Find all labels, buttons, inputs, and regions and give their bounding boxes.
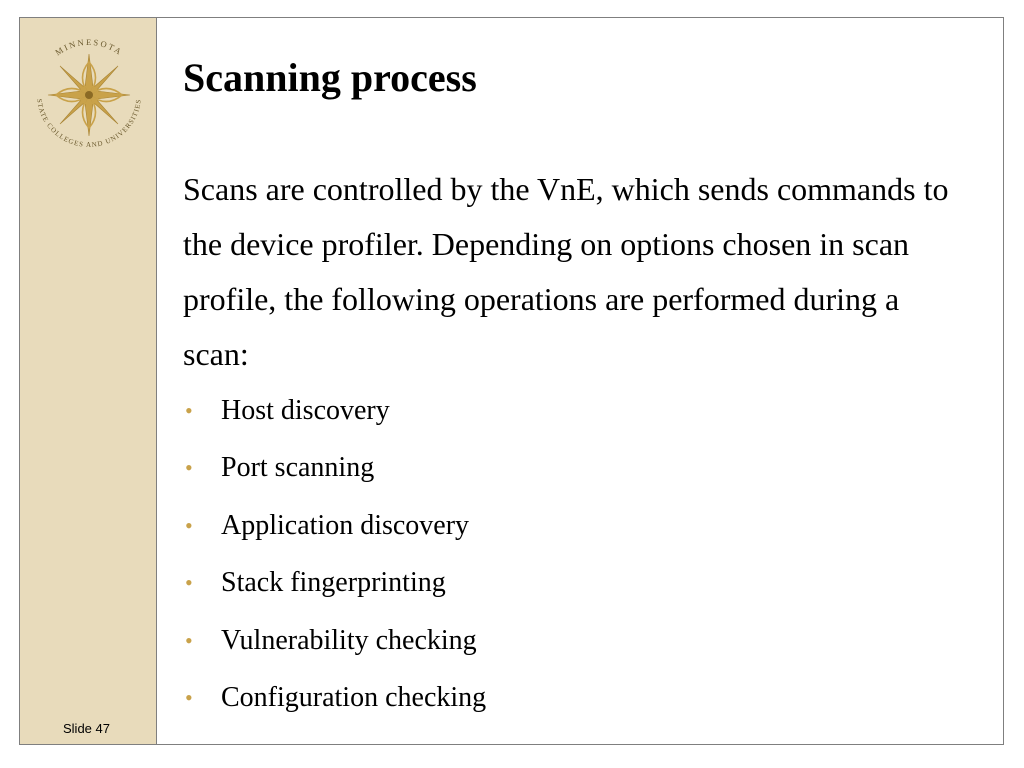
bullet-dot-icon: • [185,455,193,481]
intro-paragraph: Scans are controlled by the VnE, which sends commands to the device profiler. Depending on options chosen in scan profile, the following operations are performed during a scan: [183,171,949,372]
bullet-dot-icon: • [185,398,193,423]
svg-text:MINNESOTA: MINNESOTA [53,36,125,58]
bullet-text: Vulnerability checking [221,624,477,656]
bullet-item [183,669,486,726]
slide-number: Slide 47 [63,721,110,736]
bullet-text: Port scanning [221,452,375,484]
sidebar [20,18,157,744]
slide-title: Scanning process [183,55,477,100]
slide-frame [19,17,1004,745]
bullet-text: Application discovery [221,509,470,541]
bullet-dot-icon: • [185,684,193,710]
bullet-dot-icon: • [185,570,193,596]
bullet-item [183,612,486,669]
bullet-item [183,382,486,439]
bullet-text: Host discovery [221,395,390,426]
bullet-dot-icon: • [185,512,193,538]
bullet-item [183,439,486,496]
bullet-item [183,497,486,554]
bullet-text: Configuration checking [221,681,487,713]
svg-text:STATE COLLEGES AND UNIVERSITIE: STATE COLLEGES AND UNIVERSITIES [35,98,143,149]
bullet-dot-icon: • [185,627,193,653]
minnesota-state-colleges-seal-icon [26,32,152,158]
bullet-item [183,554,486,611]
bullet-list [183,382,486,726]
bullet-text: Stack fingerprinting [221,567,446,599]
